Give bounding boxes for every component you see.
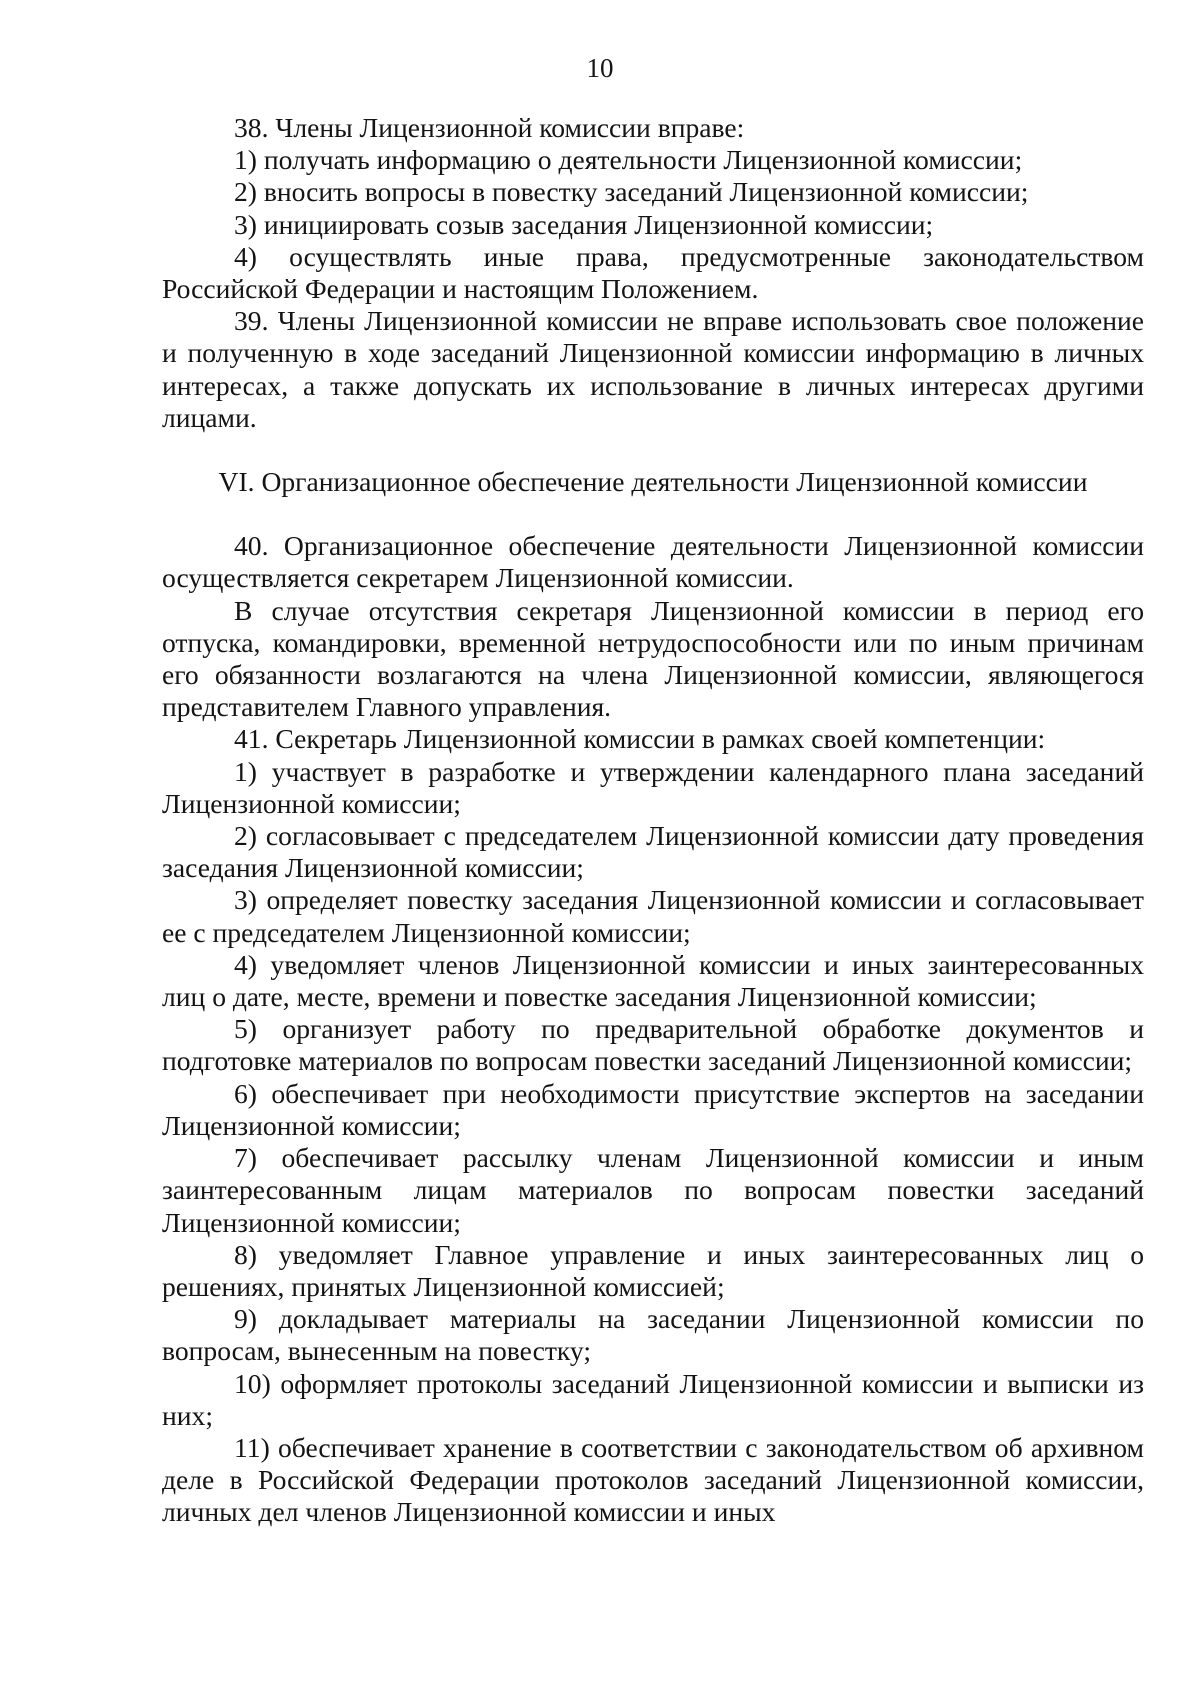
paragraph-41-item-10: 10) оформляет протоколы заседаний Лицензионной комиссии и выписки из них; bbox=[162, 1367, 1144, 1431]
paragraph-41-item-11: 11) обеспечивает хранение в соответствии с законодательством об архивном деле в Российской Федерации протоколов заседаний Лицензионной комиссии, личных дел членов Лицензионной комиссии и иных bbox=[162, 1431, 1144, 1528]
paragraph-41-item-3: 3) определяет повестку заседания Лицензионной комиссии и согласовывает ее с председателем Лицензионной комиссии; bbox=[162, 884, 1144, 948]
section-heading: VI. Организационное обеспечение деятельности Лицензионной комиссии bbox=[218, 466, 1088, 498]
paragraph-38-item-4: 4) осуществлять иные права, предусмотренные законодательством Российской Федерации и настоящим Положением. bbox=[162, 240, 1144, 305]
page-number: 10 bbox=[586, 53, 614, 83]
paragraph-38-item-2: 2) вносить вопросы в повестку заседаний Лицензионной комиссии; bbox=[234, 176, 1029, 208]
paragraph-41-item-8: 8) уведомляет Главное управление и иных заинтересованных лиц о решениях, принятых Лицензионной комиссией; bbox=[162, 1238, 1144, 1302]
paragraph-41-item-6: 6) обеспечивает при необходимости присутствие экспертов на заседании Лицензионной комиссии; bbox=[162, 1077, 1144, 1141]
paragraph-40-substitute: В случае отсутствия секретаря Лицензионной комиссии в период его отпуска, командировки, временной нетрудоспособности или по иным причинам его обязанности возлагаются на члена Лицензионной комиссии, являющегося представителем Главного управления. bbox=[162, 594, 1144, 723]
paragraph-41-item-4: 4) уведомляет членов Лицензионной комиссии и иных заинтересованных лиц о дате, месте, времени и повестке заседания Лицензионной комиссии; bbox=[162, 948, 1144, 1013]
paragraph-38-item-3: 3) инициировать созыв заседания Лицензионной комиссии; bbox=[234, 208, 934, 240]
paragraph-38: 38. Члены Лицензионной комиссии вправе: bbox=[234, 112, 745, 143]
document-body bbox=[162, 112, 1144, 1529]
paragraph-41-item-2: 2) согласовывает с председателем Лицензионной комиссии дату проведения заседания Лицензионной комиссии; bbox=[162, 820, 1144, 884]
paragraph-39: 39. Члены Лицензионной комиссии не вправе использовать свое положение и полученную в ходе заседаний Лицензионной комиссии информацию в личных интересах, а также допускать их использование в личных интересах другими лицами. bbox=[162, 305, 1144, 433]
paragraph-38-item-1: 1) получать информацию о деятельности Лицензионной комиссии; bbox=[234, 144, 1023, 176]
paragraph-41-item-7: 7) обеспечивает рассылку членам Лицензионной комиссии и иным заинтересованным лицам материалов по вопросам повестки заседаний Лицензионной комиссии; bbox=[162, 1142, 1144, 1238]
paragraph-41-item-5: 5) организует работу по предварительной обработке документов и подготовке материалов по вопросам повестки заседаний Лицензионной комиссии; bbox=[162, 1013, 1144, 1077]
paragraph-40: 40. Организационное обеспечение деятельности Лицензионной комиссии осуществляется секретарем Лицензионной комиссии. bbox=[162, 530, 1144, 594]
paragraph-41: 41. Секретарь Лицензионной комиссии в рамках своей компетенции: bbox=[234, 723, 1046, 755]
paragraph-41-item-9: 9) докладывает материалы на заседании Лицензионной комиссии по вопросам, вынесенным на повестку; bbox=[162, 1303, 1144, 1367]
paragraph-41-item-1: 1) участвует в разработке и утверждении календарного плана заседаний Лицензионной комиссии; bbox=[162, 755, 1144, 819]
